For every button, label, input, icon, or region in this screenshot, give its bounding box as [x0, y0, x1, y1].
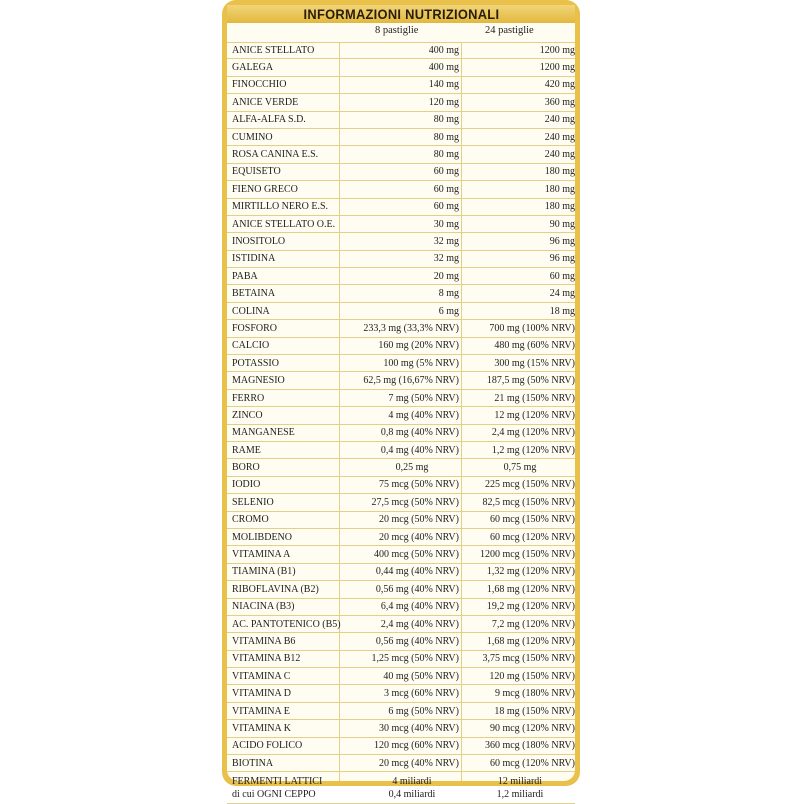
nutrient-name: VITAMINA A	[232, 549, 291, 561]
table-row	[227, 355, 575, 372]
value-24-pastiglie: 360 mcg (180% NRV)	[484, 740, 575, 752]
value-8-pastiglie: 3 mcg (60% NRV)	[383, 688, 459, 700]
nutrient-name: COLINA	[232, 305, 270, 317]
value-8-pastiglie: 140 mg	[428, 79, 459, 91]
table-row	[227, 338, 575, 355]
value-24-pastiglie: 420 mg	[544, 79, 575, 91]
table-row	[227, 703, 575, 720]
value-8-pastiglie: 120 mg	[428, 96, 459, 108]
nutrient-name: ANICE VERDE	[232, 96, 299, 108]
value-8-pastiglie: 7 mg (50% NRV)	[388, 392, 459, 404]
nutrient-name: PABA	[232, 270, 258, 282]
value-24-pastiglie	[485, 772, 555, 803]
table-row	[227, 303, 575, 320]
value-8-pastiglie: 0,56 mg (40% NRV)	[375, 583, 459, 595]
table-row-fermenti	[227, 772, 575, 804]
value-24-pastiglie: 1200 mg	[539, 62, 575, 74]
nutrient-name: FIENO GRECO	[232, 183, 298, 195]
value-8-pastiglie: 60 mg	[433, 166, 459, 178]
value-24-pastiglie: 9 mcg (180% NRV)	[494, 688, 575, 700]
label-title: INFORMAZIONI NUTRIZIONALI	[303, 6, 499, 22]
value-8-pastiglie: 20 mcg (40% NRV)	[378, 757, 459, 769]
table-row	[227, 599, 575, 616]
nutrition-label	[222, 0, 580, 800]
value-8-pastiglie: 6 mg (50% NRV)	[388, 705, 459, 717]
value-8-pastiglie: 60 mg	[433, 183, 459, 195]
table-row	[227, 529, 575, 546]
value-8-pastiglie: 20 mg	[433, 270, 459, 282]
nutrient-name: VITAMINA D	[232, 688, 291, 700]
value-24-pastiglie: 19,2 mg (120% NRV)	[486, 601, 575, 613]
table-row	[227, 372, 575, 389]
value-8-pastiglie: 0,56 mg (40% NRV)	[375, 635, 459, 647]
column-header-8: 8 pastiglie	[375, 25, 419, 36]
value-24-pastiglie: 240 mg	[544, 149, 575, 161]
value-24-pastiglie: 90 mcg (120% NRV)	[489, 722, 575, 734]
nutrient-name: FERRO	[232, 392, 265, 404]
table-row	[227, 129, 575, 146]
nutrient-name: TIAMINA (B1)	[232, 566, 296, 578]
table-row	[227, 651, 575, 668]
value-8-pastiglie: 60 mg	[433, 201, 459, 213]
nutrient-table	[227, 42, 575, 804]
table-row	[227, 390, 575, 407]
value-8-pastiglie: 400 mg	[428, 45, 459, 57]
value-24-pastiglie: 60 mcg (120% NRV)	[489, 757, 575, 769]
value-24-pastiglie: 60 mg	[549, 270, 575, 282]
nutrient-name: ROSA CANINA E.S.	[232, 149, 319, 161]
value-24-pastiglie: 225 mcg (150% NRV)	[484, 479, 575, 491]
nutrient-name: IODIO	[232, 479, 261, 491]
value-24-pastiglie: 82,5 mcg (150% NRV)	[482, 496, 575, 508]
value-24-line1: 12 miliardi	[497, 775, 543, 787]
value-8-pastiglie: 6,4 mg (40% NRV)	[380, 601, 459, 613]
table-row	[227, 216, 575, 233]
value-8-pastiglie: 4 mg (40% NRV)	[388, 409, 459, 421]
value-24-pastiglie: 180 mg	[544, 183, 575, 195]
table-row	[227, 251, 575, 268]
table-row	[227, 442, 575, 459]
value-8-pastiglie: 1,25 mcg (50% NRV)	[371, 653, 459, 665]
nutrient-name: NIACINA (B3)	[232, 601, 295, 613]
nutrient-name: RAME	[232, 444, 261, 456]
nutrient-name: ANICE STELLATO O.E.	[232, 218, 336, 230]
table-row	[227, 285, 575, 302]
nutrient-name: VITAMINA E	[232, 705, 290, 717]
nutrient-name: ZINCO	[232, 409, 263, 421]
value-24-pastiglie: 18 mg (150% NRV)	[494, 705, 575, 717]
value-8-pastiglie: 0,44 mg (40% NRV)	[375, 566, 459, 578]
value-8-pastiglie: 0,8 mg (40% NRV)	[380, 427, 459, 439]
value-8-line2: 0,4 miliardi	[388, 788, 436, 800]
value-24-pastiglie: 1,68 mg (120% NRV)	[486, 635, 575, 647]
table-row	[227, 546, 575, 563]
value-24-pastiglie: 7,2 mg (120% NRV)	[491, 618, 575, 630]
nutrient-name-line1: FERMENTI LATTICI	[232, 775, 323, 787]
nutrient-name: MOLIBDENO	[232, 531, 292, 543]
nutrient-name: EQUISETO	[232, 166, 281, 178]
value-8-pastiglie: 8 mg	[438, 288, 459, 300]
table-row	[227, 616, 575, 633]
value-24-pastiglie: 60 mcg (150% NRV)	[489, 514, 575, 526]
value-24-pastiglie: 1,68 mg (120% NRV)	[486, 583, 575, 595]
nutrient-name: ACIDO FOLICO	[232, 740, 303, 752]
table-row	[227, 112, 575, 129]
value-24-pastiglie: 180 mg	[544, 166, 575, 178]
value-24-pastiglie: 90 mg	[549, 218, 575, 230]
value-8-pastiglie: 2,4 mg (40% NRV)	[380, 618, 459, 630]
nutrient-name: SELENIO	[232, 496, 274, 508]
value-24-pastiglie: 700 mg (100% NRV)	[489, 322, 575, 334]
title-bar	[227, 5, 575, 23]
value-24-pastiglie: 240 mg	[544, 114, 575, 126]
value-8-pastiglie: 80 mg	[433, 149, 459, 161]
value-8-pastiglie: 32 mg	[433, 253, 459, 265]
nutrient-name: VITAMINA B6	[232, 635, 296, 647]
value-24-pastiglie: 360 mg	[544, 96, 575, 108]
value-24-pastiglie: 12 mg (120% NRV)	[494, 409, 575, 421]
table-row	[227, 199, 575, 216]
nutrient-name: GALEGA	[232, 62, 274, 74]
value-8-pastiglie: 400 mcg (50% NRV)	[373, 549, 459, 561]
value-8-pastiglie: 160 mg (20% NRV)	[378, 340, 459, 352]
value-8-pastiglie: 20 mcg (50% NRV)	[378, 514, 459, 526]
nutrient-name: VITAMINA K	[232, 722, 291, 734]
value-8-pastiglie: 80 mg	[433, 131, 459, 143]
table-row	[227, 59, 575, 76]
table-row	[227, 42, 575, 59]
table-row	[227, 268, 575, 285]
value-24-pastiglie: 240 mg	[544, 131, 575, 143]
value-8-pastiglie: 6 mg	[438, 305, 459, 317]
table-row	[227, 320, 575, 337]
column-header-24: 24 pastiglie	[485, 25, 534, 36]
nutrition-panel	[227, 5, 575, 800]
table-row	[227, 494, 575, 511]
value-8-pastiglie	[367, 772, 457, 803]
value-8-pastiglie: 100 mg (5% NRV)	[383, 357, 459, 369]
nutrient-name-line2: di cui OGNI CEPPO	[232, 788, 316, 800]
nutrient-name: RIBOFLAVINA (B2)	[232, 583, 319, 595]
value-8-pastiglie: 0,4 mg (40% NRV)	[380, 444, 459, 456]
table-row	[227, 425, 575, 442]
table-row	[227, 146, 575, 163]
table-row	[227, 164, 575, 181]
nutrient-name: MANGANESE	[232, 427, 295, 439]
value-8-pastiglie: 32 mg	[433, 235, 459, 247]
nutrient-name: BETAINA	[232, 288, 276, 300]
value-24-pastiglie: 480 mg (60% NRV)	[494, 340, 575, 352]
value-24-pastiglie: 0,75 mg	[503, 462, 537, 474]
nutrient-name: MAGNESIO	[232, 375, 285, 387]
nutrient-name: CROMO	[232, 514, 269, 526]
value-24-pastiglie: 18 mg	[549, 305, 575, 317]
table-row	[227, 94, 575, 111]
value-24-pastiglie: 96 mg	[549, 253, 575, 265]
nutrient-name: BORO	[232, 462, 260, 474]
value-24-pastiglie: 3,75 mcg (150% NRV)	[482, 653, 575, 665]
table-row	[227, 581, 575, 598]
nutrient-name: INOSITOLO	[232, 235, 286, 247]
nutrient-name: BIOTINA	[232, 757, 274, 769]
table-row	[227, 755, 575, 772]
table-row	[227, 77, 575, 94]
nutrient-name: CUMINO	[232, 131, 273, 143]
value-8-pastiglie: 400 mg	[428, 62, 459, 74]
table-row	[227, 512, 575, 529]
value-24-pastiglie: 1,2 mg (120% NRV)	[491, 444, 575, 456]
table-row	[227, 477, 575, 494]
value-24-pastiglie: 2,4 mg (120% NRV)	[491, 427, 575, 439]
value-24-pastiglie: 187,5 mg (50% NRV)	[486, 375, 575, 387]
value-24-pastiglie: 60 mcg (120% NRV)	[489, 531, 575, 543]
table-row	[227, 720, 575, 737]
nutrient-name: ANICE STELLATO	[232, 45, 315, 57]
table-row	[227, 738, 575, 755]
table-row	[227, 181, 575, 198]
table-row	[227, 685, 575, 702]
nutrient-name: VITAMINA C	[232, 670, 291, 682]
nutrient-name: FINOCCHIO	[232, 79, 287, 91]
value-8-pastiglie: 30 mg	[433, 218, 459, 230]
value-24-pastiglie: 24 mg	[549, 288, 575, 300]
nutrient-name: VITAMINA B12	[232, 653, 301, 665]
value-24-pastiglie: 1200 mcg (150% NRV)	[479, 549, 575, 561]
nutrient-name: MIRTILLO NERO E.S.	[232, 201, 329, 213]
value-8-pastiglie: 20 mcg (40% NRV)	[378, 531, 459, 543]
value-8-pastiglie: 80 mg	[433, 114, 459, 126]
value-8-pastiglie: 62,5 mg (16,67% NRV)	[363, 375, 459, 387]
value-24-pastiglie: 120 mg (150% NRV)	[489, 670, 575, 682]
value-24-line2: 1,2 miliardi	[496, 788, 544, 800]
nutrient-name: ALFA-ALFA S.D.	[232, 114, 306, 126]
nutrient-name: FOSFORO	[232, 322, 278, 334]
value-8-pastiglie: 120 mcg (60% NRV)	[373, 740, 459, 752]
value-24-pastiglie: 180 mg	[544, 201, 575, 213]
value-8-pastiglie: 30 mcg (40% NRV)	[378, 722, 459, 734]
nutrient-name: ISTIDINA	[232, 253, 276, 265]
nutrient-name	[232, 772, 360, 803]
table-row	[227, 459, 575, 476]
value-24-pastiglie: 300 mg (15% NRV)	[494, 357, 575, 369]
value-24-pastiglie: 1,32 mg (120% NRV)	[486, 566, 575, 578]
value-24-pastiglie: 1200 mg	[539, 45, 575, 57]
value-8-pastiglie: 27,5 mcg (50% NRV)	[371, 496, 459, 508]
value-24-pastiglie: 21 mg (150% NRV)	[494, 392, 575, 404]
value-8-pastiglie: 40 mg (50% NRV)	[383, 670, 459, 682]
table-row	[227, 233, 575, 250]
value-8-pastiglie: 75 mcg (50% NRV)	[378, 479, 459, 491]
value-8-line1: 4 miliardi	[392, 775, 432, 787]
value-8-pastiglie: 233,3 mg (33,3% NRV)	[363, 322, 459, 334]
table-row	[227, 633, 575, 650]
value-8-pastiglie: 0,25 mg	[395, 462, 429, 474]
nutrient-name: CALCIO	[232, 340, 270, 352]
nutrient-name: AC. PANTOTENICO (B5)	[232, 618, 341, 630]
nutrient-name: POTASSIO	[232, 357, 279, 369]
table-row	[227, 564, 575, 581]
table-row	[227, 407, 575, 424]
value-24-pastiglie: 96 mg	[549, 235, 575, 247]
table-row	[227, 668, 575, 685]
